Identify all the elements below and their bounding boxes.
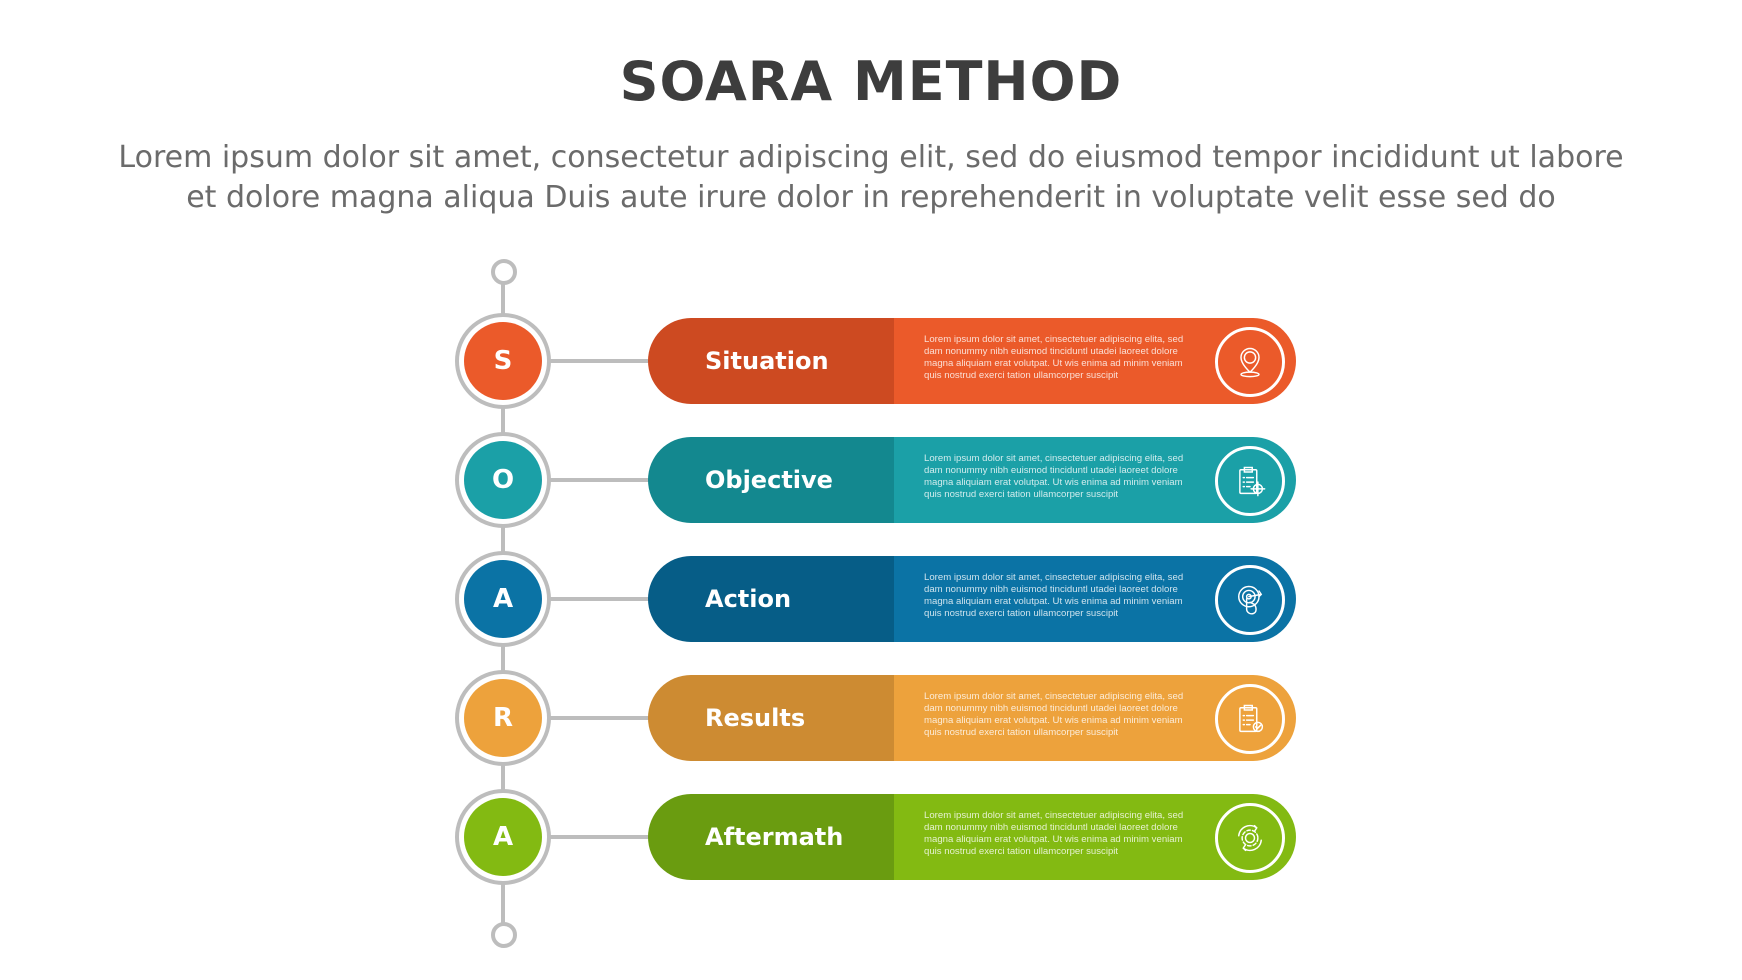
step-card (648, 318, 1296, 404)
step-letter-badge: R (464, 679, 542, 757)
step-card (648, 794, 1296, 880)
timeline-start-node (491, 259, 517, 285)
step-ring (455, 313, 551, 409)
step-ring (455, 432, 551, 528)
step-card (648, 556, 1296, 642)
step-card (648, 437, 1296, 523)
step-row-objective (0, 432, 1742, 528)
step-row-situation (0, 313, 1742, 409)
step-description: Lorem ipsum dolor sit amet, cinsectetuer adipiscing elita, sed dam nonummy nibh euismod tinciduntl utadei laoreet dolore magna aliquiam erat volutpat. Ut wis enima ad minim veniam quis nostrud exerci tation ullamcorper suscipit (924, 334, 1184, 381)
page-title: SOARA METHOD (619, 50, 1123, 113)
connector-line (547, 597, 650, 601)
step-description: Lorem ipsum dolor sit amet, cinsectetuer adipiscing elita, sed dam nonummy nibh euismod tinciduntl utadei laoreet dolore magna aliquiam erat volutpat. Ut wis enima ad minim veniam quis nostrud exerci tation ullamcorper suscipit (924, 691, 1184, 738)
step-letter-badge: S (464, 322, 542, 400)
step-card (648, 675, 1296, 761)
connector-line (547, 478, 650, 482)
step-description: Lorem ipsum dolor sit amet, cinsectetuer adipiscing elita, sed dam nonummy nibh euismod tinciduntl utadei laoreet dolore magna aliquiam erat volutpat. Ut wis enima ad minim veniam quis nostrud exerci tation ullamcorper suscipit (924, 453, 1184, 500)
target-hand-icon (1215, 565, 1285, 635)
step-ring (455, 789, 551, 885)
step-ring (455, 670, 551, 766)
gear-cycle-icon (1215, 803, 1285, 873)
step-label: Objective (648, 437, 894, 523)
subtitle-line-2: et dolore magna aliqua Duis aute irure dolor in reprehenderit in voluptate velit esse sed do (186, 180, 1556, 215)
connector-line (547, 716, 650, 720)
step-description: Lorem ipsum dolor sit amet, cinsectetuer adipiscing elita, sed dam nonummy nibh euismod tinciduntl utadei laoreet dolore magna aliquiam erat volutpat. Ut wis enima ad minim veniam quis nostrud exerci tation ullamcorper suscipit (924, 810, 1184, 857)
step-description: Lorem ipsum dolor sit amet, cinsectetuer adipiscing elita, sed dam nonummy nibh euismod tinciduntl utadei laoreet dolore magna aliquiam erat volutpat. Ut wis enima ad minim veniam quis nostrud exerci tation ullamcorper suscipit (924, 572, 1184, 619)
step-row-results (0, 670, 1742, 766)
step-row-aftermath (0, 789, 1742, 885)
clipboard-target-icon (1215, 446, 1285, 516)
step-row-action (0, 551, 1742, 647)
step-label: Situation (648, 318, 894, 404)
step-letter-badge: A (464, 798, 542, 876)
step-label: Aftermath (648, 794, 894, 880)
step-letter-badge: O (464, 441, 542, 519)
location-question-icon (1215, 327, 1285, 397)
connector-line (547, 359, 650, 363)
step-ring (455, 551, 551, 647)
connector-line (547, 835, 650, 839)
step-letter-badge: A (464, 560, 542, 638)
step-label: Action (648, 556, 894, 642)
step-label: Results (648, 675, 894, 761)
clipboard-check-icon (1215, 684, 1285, 754)
subtitle-line-1: Lorem ipsum dolor sit amet, consectetur adipiscing elit, sed do eiusmod tempor incididunt ut labore (118, 140, 1624, 175)
timeline-end-node (491, 922, 517, 948)
